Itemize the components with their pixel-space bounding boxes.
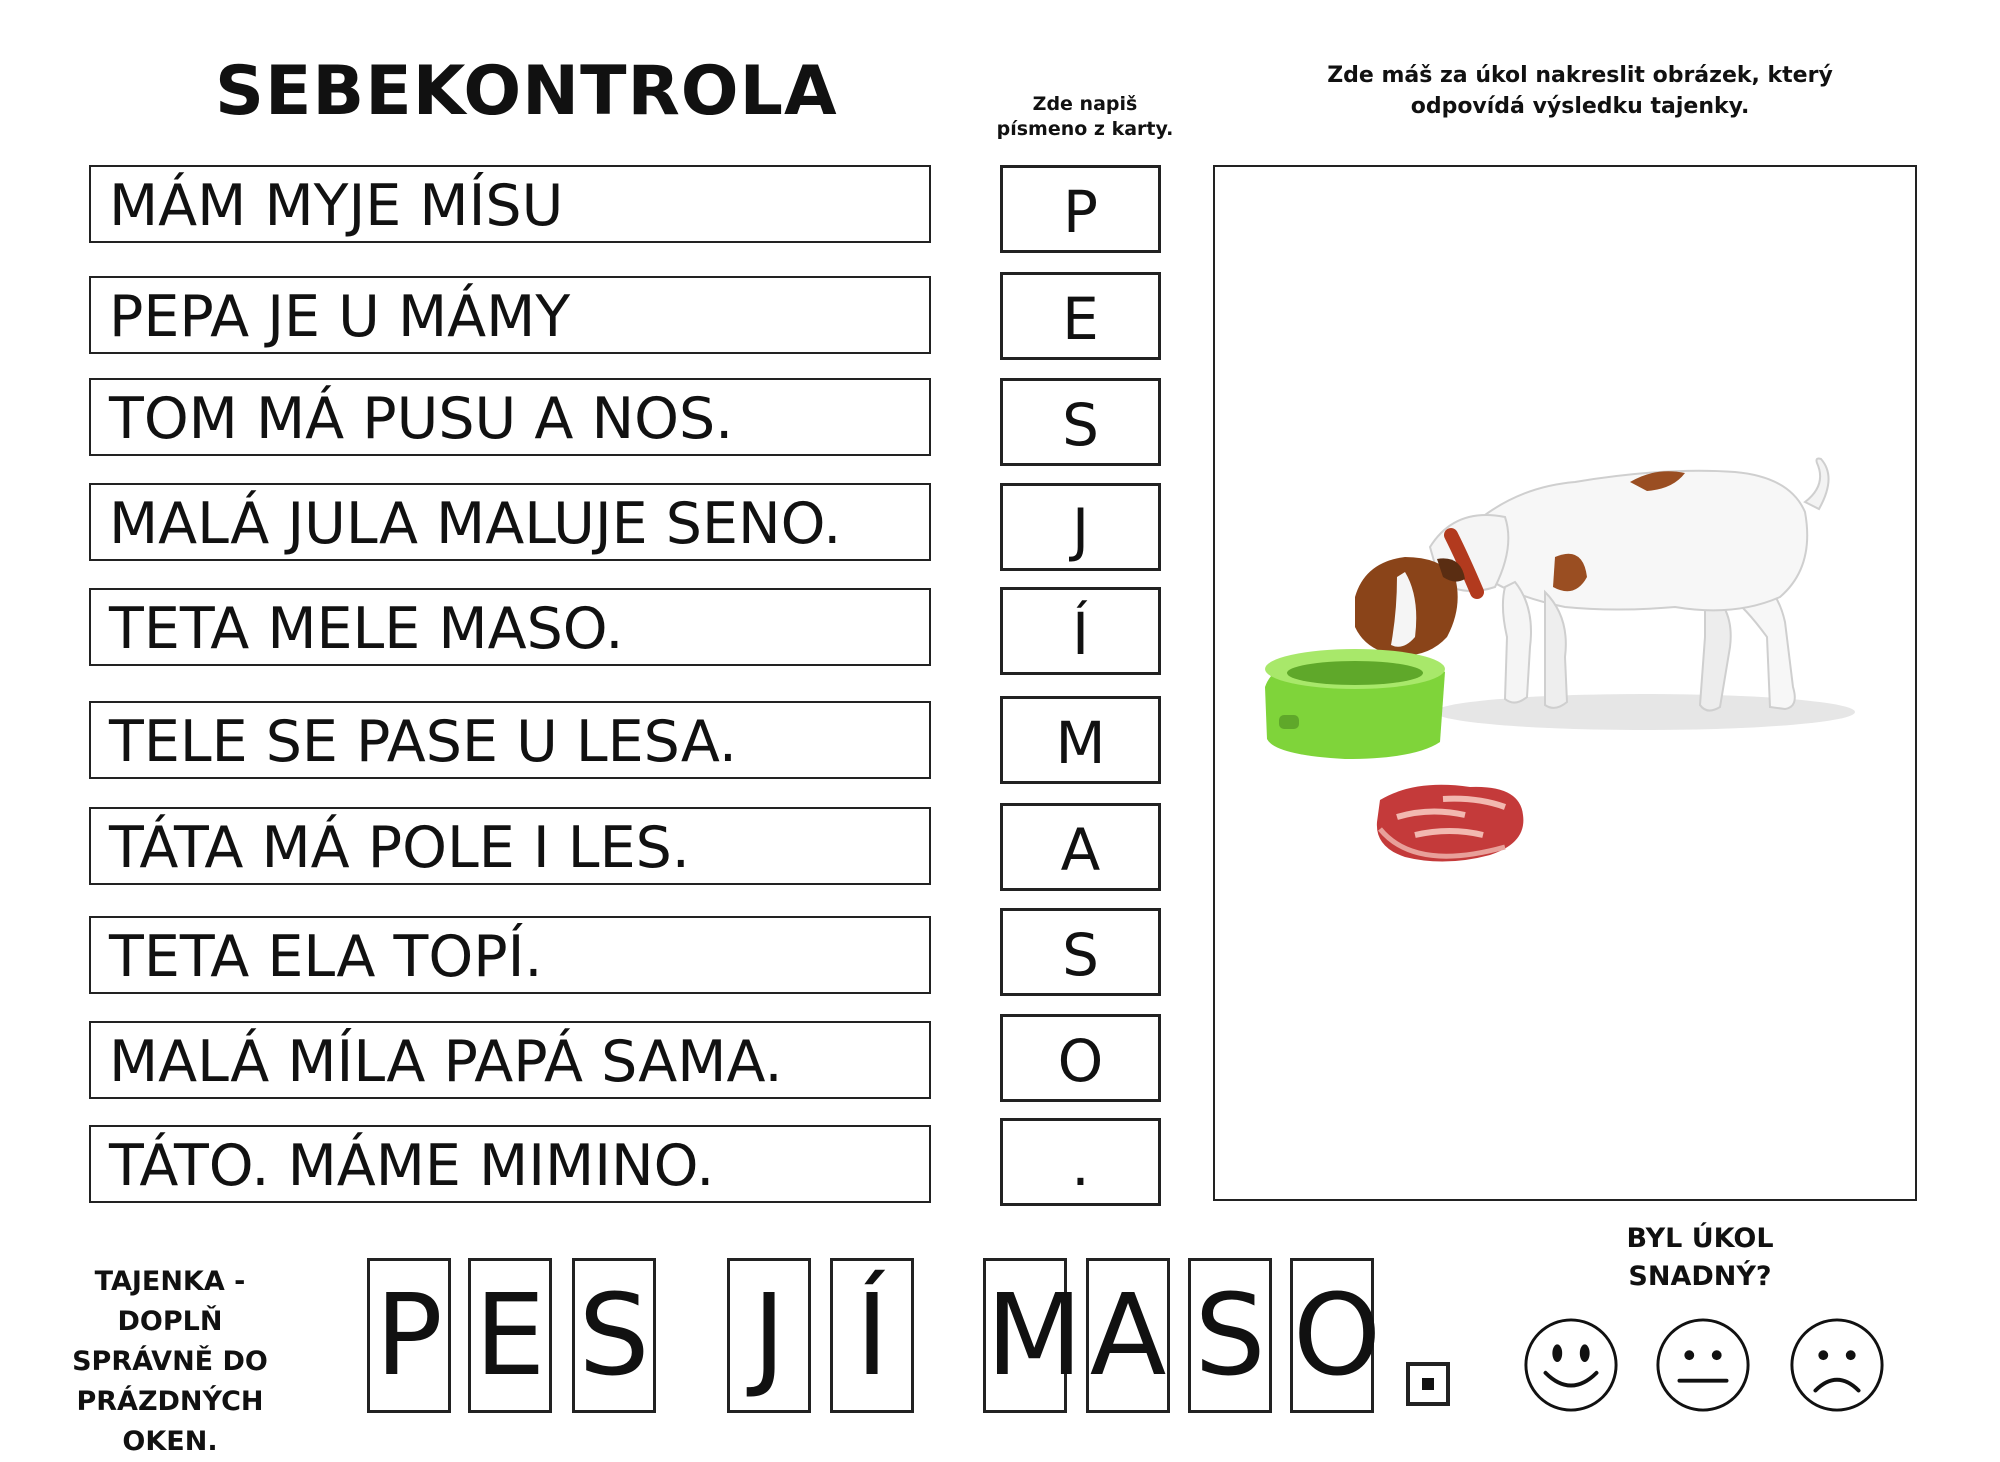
- letter-box[interactable]: S: [1000, 908, 1161, 996]
- tajenka-slot[interactable]: Í: [830, 1258, 914, 1413]
- letter-box[interactable]: S: [1000, 378, 1161, 466]
- sentence-box: TETA ELA TOPÍ.: [89, 916, 931, 994]
- sentence-box: TOM MÁ PUSU A NOS.: [89, 378, 931, 456]
- tajenka-label: TAJENKA - DOPLŇ SPRÁVNĚ DO PRÁZDNÝCH OKEN.: [72, 1266, 268, 1457]
- happy-face-icon[interactable]: [1522, 1316, 1620, 1414]
- sentence-box: PEPA JE U MÁMY: [89, 276, 931, 354]
- difficulty-question: BYL ÚKOL SNADNÝ?: [1626, 1223, 1774, 1292]
- page-title: SEBEKONTROLA: [215, 52, 838, 131]
- tajenka-slot[interactable]: E: [468, 1258, 552, 1413]
- tajenka-slot[interactable]: O: [1290, 1258, 1374, 1413]
- tajenka-slot[interactable]: M: [983, 1258, 1067, 1413]
- sentence-box: TÁTO. MÁME MIMINO.: [89, 1125, 931, 1203]
- letter-box[interactable]: .: [1000, 1118, 1161, 1206]
- sentence-box: TELE SE PASE U LESA.: [89, 701, 931, 779]
- sentence-box: MÁM MYJE MÍSU: [89, 165, 931, 243]
- sad-face-icon[interactable]: [1788, 1316, 1886, 1414]
- tajenka-slot[interactable]: P: [367, 1258, 451, 1413]
- letter-box[interactable]: E: [1000, 272, 1161, 360]
- sentence-box: TÁTA MÁ POLE I LES.: [89, 807, 931, 885]
- tajenka-period-box: [1406, 1362, 1450, 1406]
- tajenka-slot[interactable]: J: [727, 1258, 811, 1413]
- letter-box[interactable]: P: [1000, 165, 1161, 253]
- dog-eating-illustration: [1215, 167, 1915, 1199]
- sentence-box: MALÁ MÍLA PAPÁ SAMA.: [89, 1021, 931, 1099]
- tajenka-slot[interactable]: S: [1188, 1258, 1272, 1413]
- letter-box[interactable]: M: [1000, 696, 1161, 784]
- letter-column-hint: Zde napiš písmeno z karty.: [996, 93, 1174, 140]
- tajenka-slot[interactable]: A: [1086, 1258, 1170, 1413]
- period-dot: [1422, 1378, 1434, 1390]
- drawing-area[interactable]: [1213, 165, 1917, 1201]
- drawing-hint: Zde máš za úkol nakreslit obrázek, který odpovídá výsledku tajenky.: [1327, 63, 1833, 119]
- tajenka-slot[interactable]: S: [572, 1258, 656, 1413]
- letter-box[interactable]: Í: [1000, 587, 1161, 675]
- letter-box[interactable]: O: [1000, 1014, 1161, 1102]
- neutral-face-icon[interactable]: [1654, 1316, 1752, 1414]
- sentence-box: MALÁ JULA MALUJE SENO.: [89, 483, 931, 561]
- letter-box[interactable]: J: [1000, 483, 1161, 571]
- sentence-box: TETA MELE MASO.: [89, 588, 931, 666]
- letter-box[interactable]: A: [1000, 803, 1161, 891]
